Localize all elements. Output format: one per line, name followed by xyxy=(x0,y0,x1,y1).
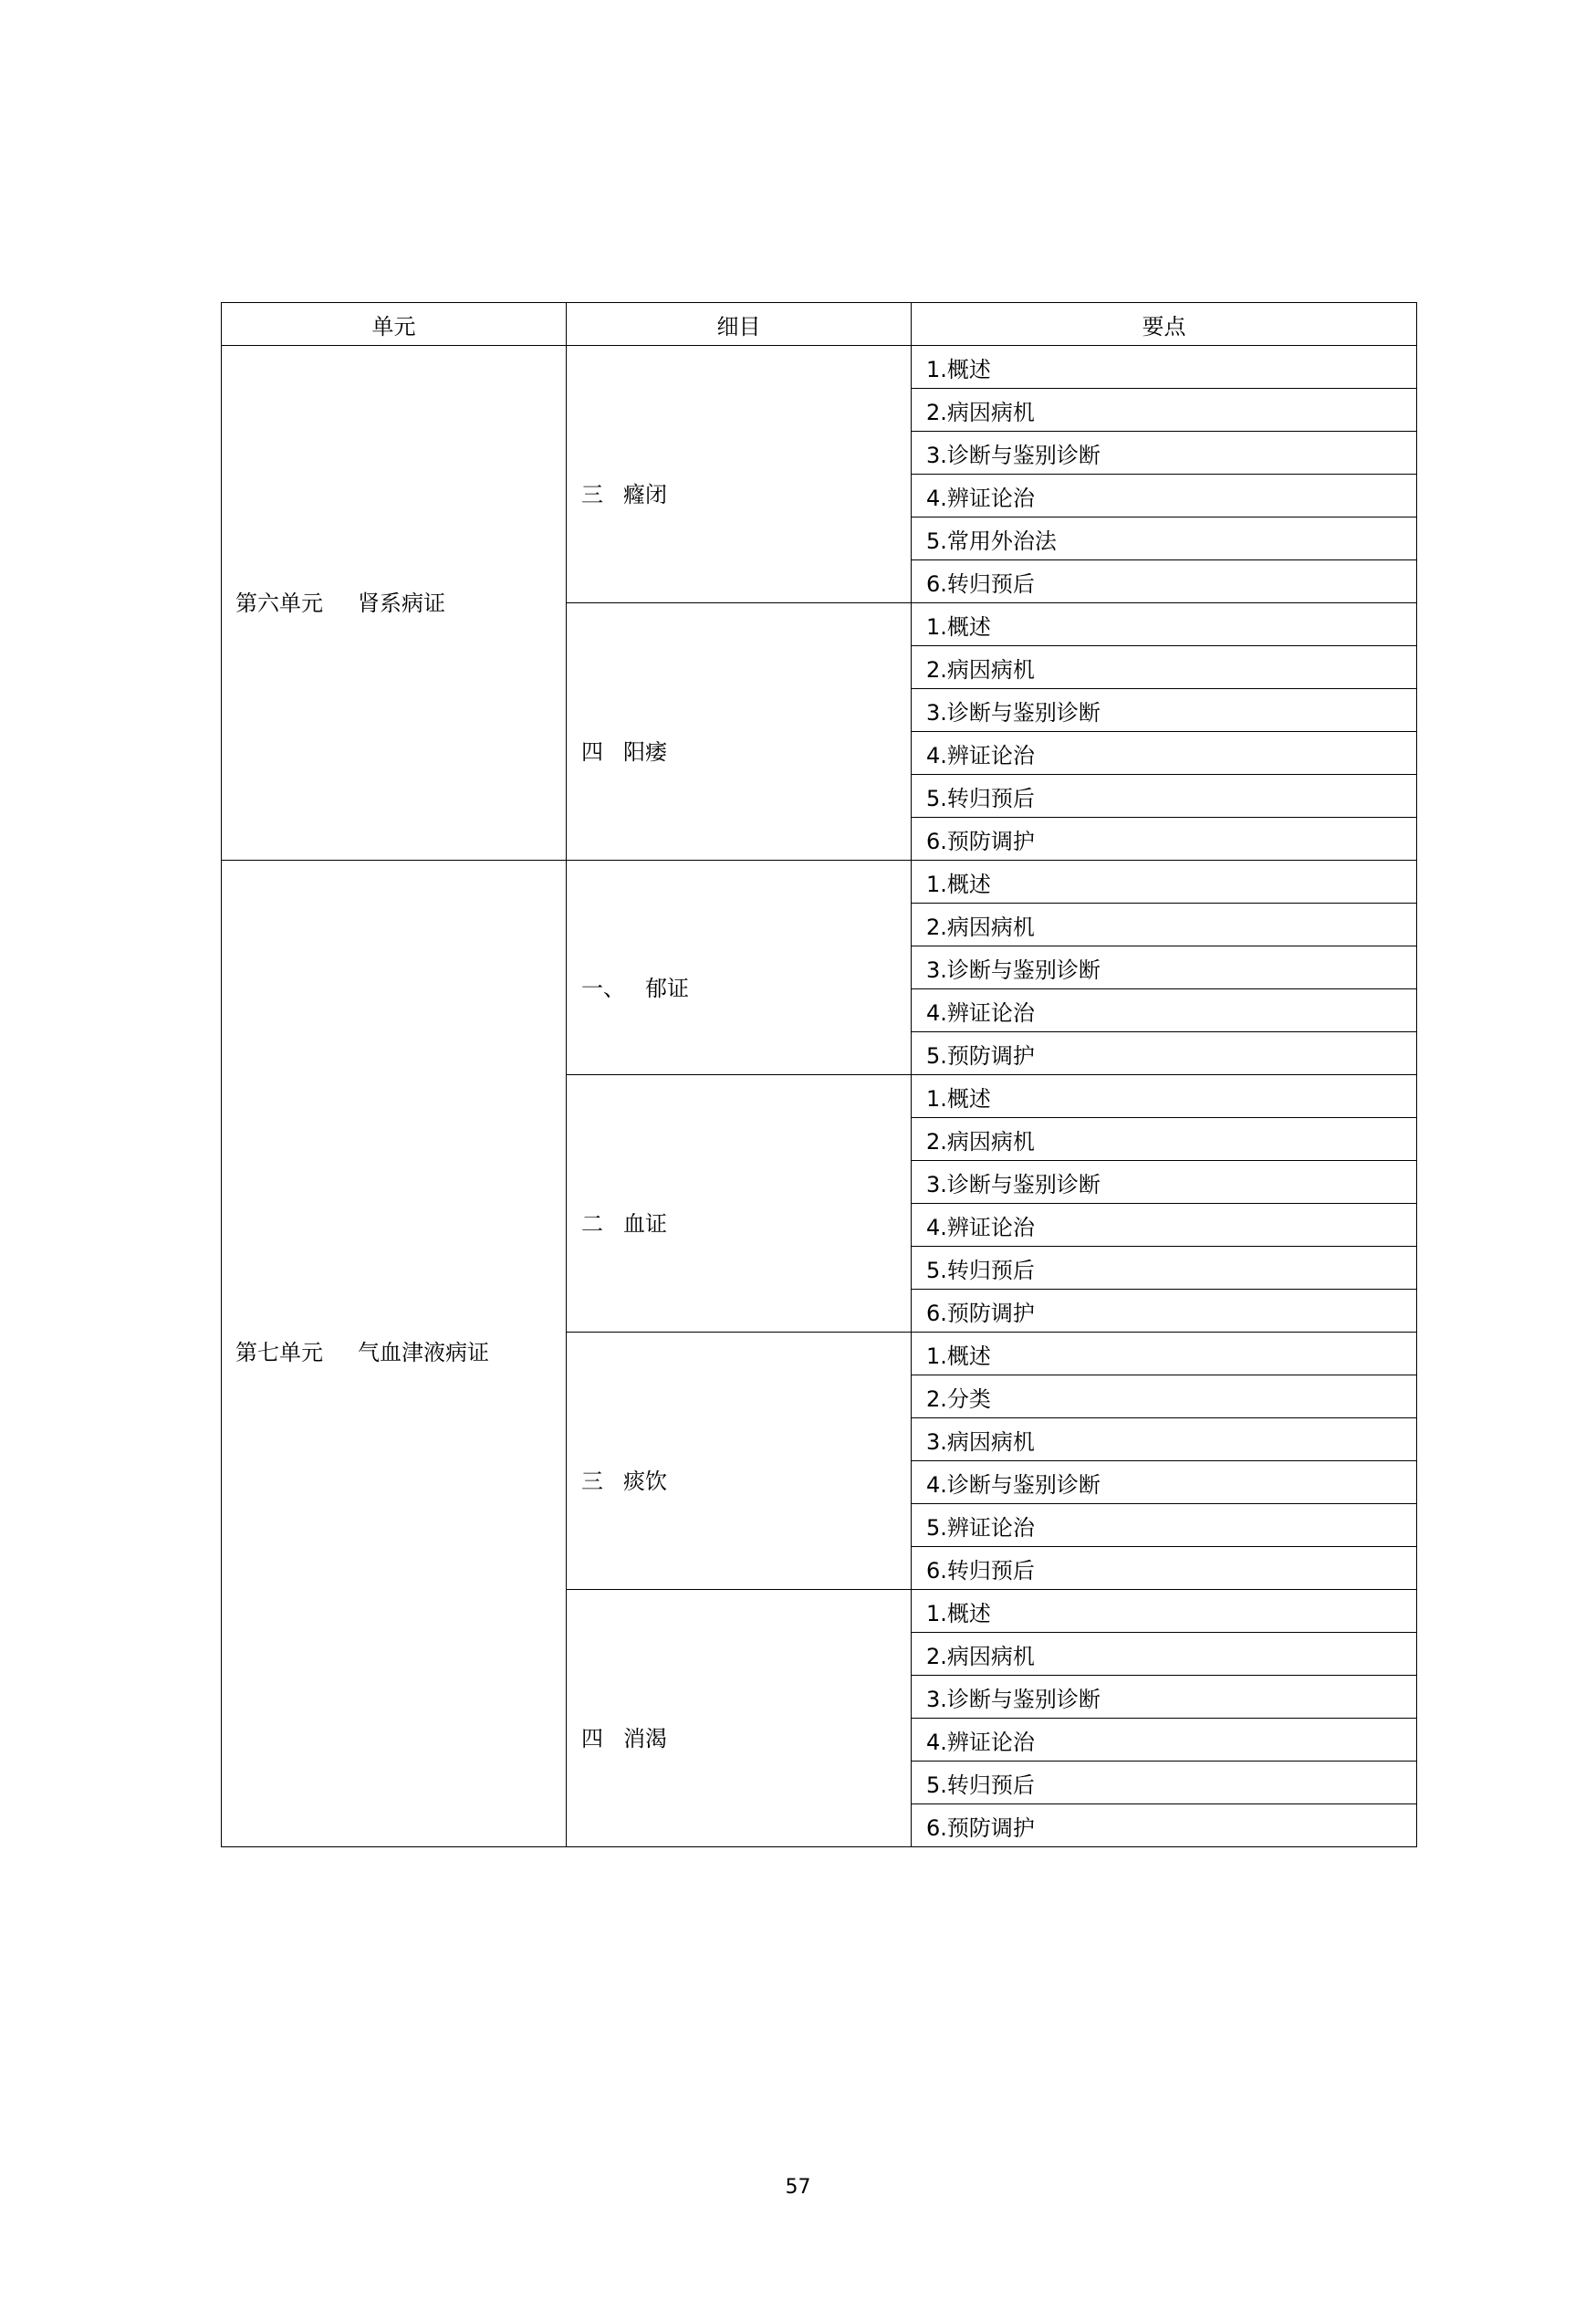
table-body xyxy=(222,346,1417,1847)
item-name: 郁证 xyxy=(645,975,689,1001)
point-cell: 4.诊断与鉴别诊断 xyxy=(912,1461,1417,1504)
point-cell: 3.诊断与鉴别诊断 xyxy=(912,1161,1417,1204)
header-item: 细目 xyxy=(567,303,912,346)
header-row xyxy=(222,303,1417,346)
item-name: 消渴 xyxy=(623,1726,667,1751)
syllabus-table xyxy=(221,302,1417,1847)
point-cell: 6.转归预后 xyxy=(912,1547,1417,1590)
item-cell xyxy=(567,603,912,861)
point-cell: 2.病因病机 xyxy=(912,646,1417,689)
unit-cell xyxy=(222,861,567,1847)
item-name: 阳痿 xyxy=(623,739,667,765)
point-cell: 1.概述 xyxy=(912,1075,1417,1118)
unit-label xyxy=(235,585,566,617)
point-cell: 5.常用外治法 xyxy=(912,518,1417,560)
unit-number: 第七单元 xyxy=(235,1339,323,1365)
item-name: 痰饮 xyxy=(623,1469,667,1494)
point-cell: 1.概述 xyxy=(912,1333,1417,1375)
point-cell: 1.概述 xyxy=(912,346,1417,389)
item-number: 二 xyxy=(581,1211,603,1237)
item-number: 四 xyxy=(581,739,603,765)
item-cell xyxy=(567,861,912,1075)
point-cell: 5.转归预后 xyxy=(912,1247,1417,1290)
point-cell: 1.概述 xyxy=(912,1590,1417,1633)
point-cell: 3.诊断与鉴别诊断 xyxy=(912,432,1417,475)
item-cell xyxy=(567,346,912,603)
point-cell: 4.辨证论治 xyxy=(912,1204,1417,1247)
item-number: 三 xyxy=(581,482,603,507)
point-cell: 4.辨证论治 xyxy=(912,475,1417,518)
item-label xyxy=(581,970,911,1002)
point-cell: 5.预防调护 xyxy=(912,1032,1417,1075)
item-name: 癃闭 xyxy=(623,482,667,507)
point-cell: 2.病因病机 xyxy=(912,904,1417,946)
unit-name: 肾系病证 xyxy=(358,591,445,616)
point-cell: 2.病因病机 xyxy=(912,1633,1417,1676)
item-label xyxy=(581,1463,911,1495)
point-cell: 6.预防调护 xyxy=(912,1804,1417,1847)
item-label xyxy=(581,1206,911,1238)
point-cell: 4.辨证论治 xyxy=(912,732,1417,775)
point-cell: 2.病因病机 xyxy=(912,389,1417,432)
unit-cell xyxy=(222,346,567,861)
header-unit: 单元 xyxy=(222,303,567,346)
item-name: 血证 xyxy=(623,1211,667,1237)
point-cell: 5.辨证论治 xyxy=(912,1504,1417,1547)
point-cell: 6.转归预后 xyxy=(912,560,1417,603)
item-number: 四 xyxy=(581,1726,603,1751)
point-cell: 6.预防调护 xyxy=(912,1290,1417,1333)
point-cell: 6.预防调护 xyxy=(912,818,1417,861)
point-cell: 3.诊断与鉴别诊断 xyxy=(912,689,1417,732)
header-points: 要点 xyxy=(912,303,1417,346)
table-row xyxy=(222,346,1417,389)
point-cell: 2.病因病机 xyxy=(912,1118,1417,1161)
point-cell: 1.概述 xyxy=(912,603,1417,646)
page-number: 57 xyxy=(785,2176,811,2199)
point-cell: 2.分类 xyxy=(912,1375,1417,1418)
point-cell: 5.转归预后 xyxy=(912,775,1417,818)
item-number: 三 xyxy=(581,1469,603,1494)
item-number: 一、 xyxy=(581,975,625,1001)
item-label xyxy=(581,476,911,508)
point-cell: 4.辨证论治 xyxy=(912,1719,1417,1762)
point-cell: 4.辨证论治 xyxy=(912,989,1417,1032)
point-cell: 3.诊断与鉴别诊断 xyxy=(912,1676,1417,1719)
unit-name: 气血津液病证 xyxy=(358,1339,489,1365)
item-label xyxy=(581,734,911,766)
item-label xyxy=(581,1720,911,1752)
item-cell xyxy=(567,1590,912,1847)
item-cell xyxy=(567,1333,912,1590)
table-row xyxy=(222,861,1417,904)
point-cell: 1.概述 xyxy=(912,861,1417,904)
point-cell: 3.病因病机 xyxy=(912,1418,1417,1461)
point-cell: 5.转归预后 xyxy=(912,1762,1417,1804)
unit-label xyxy=(235,1334,566,1366)
unit-number: 第六单元 xyxy=(235,591,323,616)
item-cell xyxy=(567,1075,912,1333)
point-cell: 3.诊断与鉴别诊断 xyxy=(912,946,1417,989)
